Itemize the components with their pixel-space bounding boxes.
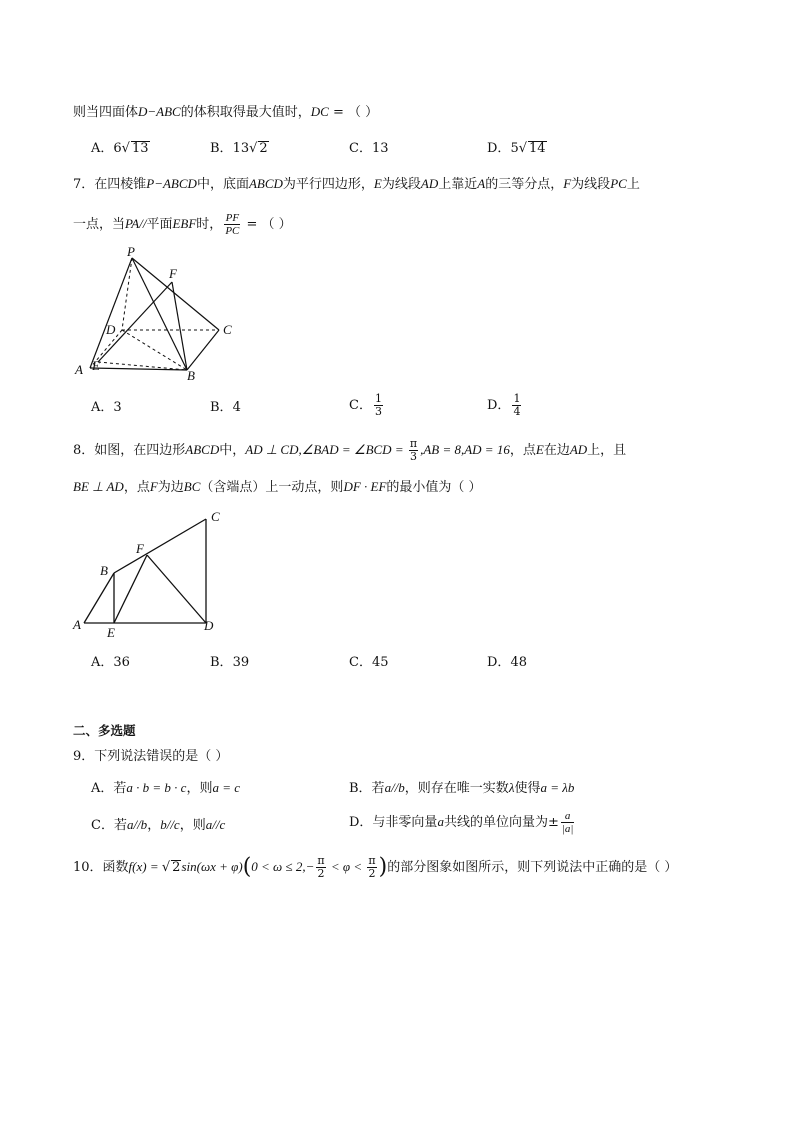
- option-value: 36: [113, 655, 130, 670]
- q9-option-b[interactable]: [349, 779, 574, 798]
- q8-condition: AD ⊥ CD,∠BAD = ∠BCD =: [245, 442, 407, 457]
- fraction-numerator: π: [409, 437, 418, 450]
- segment-ef: [114, 555, 147, 623]
- fraction-numerator: 1: [374, 392, 382, 405]
- q10-paren-close: ): [378, 854, 388, 880]
- q8-stem-line1: [73, 437, 626, 464]
- option-label: A．: [91, 400, 114, 415]
- option-value: 13: [371, 141, 389, 156]
- q8-quad: ABCD: [185, 442, 220, 457]
- label-b: B: [187, 368, 195, 383]
- label-c: C: [223, 322, 232, 337]
- option-lambda: λ: [508, 780, 515, 795]
- label-c: C: [211, 509, 220, 524]
- q7-stem-line2: [73, 211, 292, 238]
- q7-pa-parallel: PA//: [125, 216, 147, 231]
- q6-text-end: = （ ）: [328, 105, 379, 120]
- q10-text-end: 的部分图象如图所示，则下列说法中正确的是（ ）: [387, 860, 678, 875]
- q7-stem-line1: [73, 175, 640, 194]
- q7-point-a: A: [477, 176, 486, 191]
- label-f: F: [169, 266, 177, 281]
- option-expr: a · b = b · c: [126, 780, 187, 795]
- option-label: B．若: [349, 781, 385, 796]
- edge-pa: [90, 258, 132, 368]
- q8-text: 在边: [543, 443, 570, 458]
- option-radicand: 13: [131, 141, 149, 156]
- edge-pd-hidden: [122, 258, 132, 330]
- option-radicand: 2: [259, 141, 268, 156]
- q8-be-perp-ad: BE ⊥ AD: [73, 479, 124, 494]
- option-fraction: [374, 393, 383, 418]
- q7-segment-ad: AD: [420, 176, 439, 191]
- q6-option-b[interactable]: B．13√ 2: [210, 141, 268, 156]
- option-label: C．: [349, 141, 372, 156]
- option-expr: a//b: [126, 817, 148, 832]
- q9-option-d[interactable]: [349, 810, 576, 835]
- option-label: A．若: [91, 781, 127, 796]
- q8-text: ，点: [123, 480, 150, 495]
- option-result: a = λb: [540, 780, 575, 795]
- q7-pyramid: P−ABCD: [146, 176, 197, 191]
- q10-stem: 10．函数f(x) = √ 2sin(ωx + φ)(0 < ω ≤ 2,− $\frac{\pi}{2}$ < φ < $\frac{\pi}{2}$ )的部分图象如图所示，则下列说法中正确的是（ ）: [73, 854, 678, 880]
- label-a: A: [75, 362, 83, 377]
- option-label: D．与非零向量: [349, 815, 438, 830]
- label-a: A: [73, 617, 81, 632]
- fraction-numerator: PF: [225, 212, 240, 224]
- q6-tetra: D−ABC: [138, 104, 181, 119]
- option-value: 4: [232, 400, 241, 415]
- q10-radicand: 2: [172, 860, 181, 875]
- q8-text: 为边: [157, 480, 184, 495]
- option-value: 45: [371, 655, 389, 670]
- q8-point-e: E: [535, 442, 544, 457]
- q7-text: 的三等分点，: [485, 177, 564, 192]
- q10-condition: 0 < ω ≤ 2,−: [251, 859, 315, 874]
- option-label: A．: [91, 141, 114, 156]
- option-label: C．: [349, 398, 372, 413]
- q8-option-a[interactable]: [91, 654, 130, 672]
- label-b: B: [100, 563, 108, 578]
- q7-option-a[interactable]: [91, 399, 122, 417]
- option-label: A．: [91, 655, 114, 670]
- option-text: 共线的单位向量为: [443, 815, 548, 830]
- q9-stem: 9．下列说法错误的是（ ）: [73, 749, 229, 764]
- option-vector-a: a: [437, 814, 444, 829]
- option-coef: 13: [232, 141, 250, 156]
- q6-option-d[interactable]: D．5√ 14: [487, 141, 546, 156]
- q10-text: 10．函数: [73, 860, 129, 875]
- option-coef: 6: [113, 141, 122, 156]
- option-label: D．: [487, 655, 511, 670]
- q8-side-bc: BC: [183, 479, 201, 494]
- q7-text: 上: [626, 177, 640, 192]
- q6-text: 则当四面体: [73, 105, 139, 120]
- q9-option-a[interactable]: [91, 779, 240, 798]
- q7-text: = （ ）: [242, 217, 292, 232]
- fraction-denominator: |a|: [561, 823, 574, 835]
- fraction-numerator: π: [317, 854, 325, 867]
- q7-segment-pc: PC: [610, 176, 627, 191]
- fraction-numerator: π: [368, 854, 376, 867]
- label-d: D: [204, 618, 214, 633]
- q6-option-c[interactable]: [349, 140, 389, 158]
- q8-option-d[interactable]: [487, 654, 527, 672]
- option-label: C．: [349, 655, 372, 670]
- q8-point-f: F: [149, 479, 158, 494]
- q7-text: 中，底面: [196, 177, 249, 192]
- q6-option-a[interactable]: A．6√ 13: [91, 141, 149, 156]
- q8-option-b[interactable]: [210, 654, 249, 672]
- side-ab: [84, 573, 114, 623]
- q7-text: 7．在四棱锥: [73, 177, 147, 192]
- option-radicand: 14: [529, 141, 546, 156]
- q6-dc: DC: [310, 104, 329, 119]
- q7-fraction: [224, 212, 240, 237]
- option-text: 使得: [514, 781, 541, 796]
- label-d: D: [106, 322, 116, 337]
- q8-text: 上，且: [587, 443, 627, 458]
- side-bc: [114, 519, 206, 573]
- option-text: ，则: [179, 818, 206, 833]
- section-title: 二、多选题: [73, 723, 136, 738]
- segment-df: [147, 555, 206, 623]
- option-text: ，则存在唯一实数: [404, 781, 509, 796]
- option-value: 3: [113, 400, 122, 415]
- q8-quadrilateral-figure: [72, 505, 222, 640]
- option-result: a = c: [212, 780, 240, 795]
- option-expr-2: b//c: [160, 817, 180, 832]
- fraction-denominator: 2: [368, 867, 376, 880]
- fraction-denominator: 2: [317, 867, 325, 880]
- q10-sine: sin(ωx + φ): [181, 859, 243, 874]
- q10-pi-fraction-2: [367, 855, 376, 880]
- option-label: D．: [487, 141, 511, 156]
- q9-option-c[interactable]: [91, 816, 225, 835]
- q8-dot-product: DF · EF: [343, 479, 387, 494]
- q7-text: 上靠近: [438, 177, 478, 192]
- q6-stem: [73, 103, 378, 122]
- fraction-denominator: 3: [409, 450, 417, 463]
- q7-base: ABCD: [248, 176, 283, 191]
- q7-pyramid-figure: [72, 244, 242, 384]
- q7-point-f: F: [563, 176, 572, 191]
- q8-text: 的最小值为（ ）: [386, 480, 482, 495]
- option-value: 39: [232, 655, 250, 670]
- q8-side-ad: AD: [569, 442, 588, 457]
- q10-paren-open: (: [242, 854, 252, 880]
- q8-option-c[interactable]: [349, 654, 389, 672]
- q6-text-mid: 的体积取得最大值时，: [180, 105, 311, 120]
- edge-bc: [187, 330, 219, 370]
- option-text: ，则: [186, 781, 213, 796]
- q10-function: f(x) =: [128, 859, 162, 874]
- edge-fb: [172, 282, 187, 370]
- q10-pi-fraction: [316, 855, 325, 880]
- q8-text: （含端点）上一动点，则: [200, 480, 344, 495]
- q8-condition-2: ,AB = 8,AD = 16: [420, 442, 510, 457]
- option-coef: 5: [510, 141, 519, 156]
- option-label: D．: [487, 398, 511, 413]
- fraction-denominator: 4: [513, 405, 521, 418]
- fraction-numerator: 1: [513, 392, 521, 405]
- option-fraction: [512, 393, 521, 418]
- q8-pi-fraction: [409, 438, 418, 463]
- q7-point-e: E: [373, 176, 382, 191]
- option-label: B．: [210, 141, 233, 156]
- option-plus-minus: ±: [547, 815, 559, 830]
- option-value: 48: [510, 655, 527, 670]
- label-e: E: [92, 358, 100, 373]
- option-expr: a//b: [384, 780, 405, 795]
- q7-text: 为线段: [571, 177, 611, 192]
- q7-text: 时，: [196, 217, 223, 232]
- q8-stem-line2: [73, 478, 482, 497]
- fraction-numerator: a: [561, 810, 575, 823]
- option-label: B．: [210, 400, 233, 415]
- q7-plane-ebf: EBF: [172, 216, 197, 231]
- q8-text: ，点: [509, 443, 536, 458]
- option-text: ，: [147, 818, 161, 833]
- fraction-denominator: PC: [225, 225, 240, 237]
- option-label: C．若: [91, 818, 127, 833]
- label-f: F: [136, 541, 144, 556]
- q7-text: 平面: [146, 217, 173, 232]
- q7-option-b[interactable]: [210, 399, 241, 417]
- label-e: E: [107, 625, 115, 640]
- q8-text: 中，: [219, 443, 246, 458]
- q7-text: 一点，当: [73, 217, 126, 232]
- q7-option-c[interactable]: [349, 393, 385, 418]
- option-label: B．: [210, 655, 233, 670]
- option-result: a//c: [205, 817, 226, 832]
- q8-text: 8．如图，在四边形: [73, 443, 186, 458]
- q7-text: 为平行四边形，: [282, 177, 374, 192]
- q7-option-d[interactable]: [487, 393, 523, 418]
- q10-condition-2: < φ <: [327, 859, 366, 874]
- fraction-denominator: 3: [374, 405, 382, 418]
- q7-text: 为线段: [381, 177, 421, 192]
- label-p: P: [127, 244, 135, 259]
- option-fraction: [561, 810, 575, 835]
